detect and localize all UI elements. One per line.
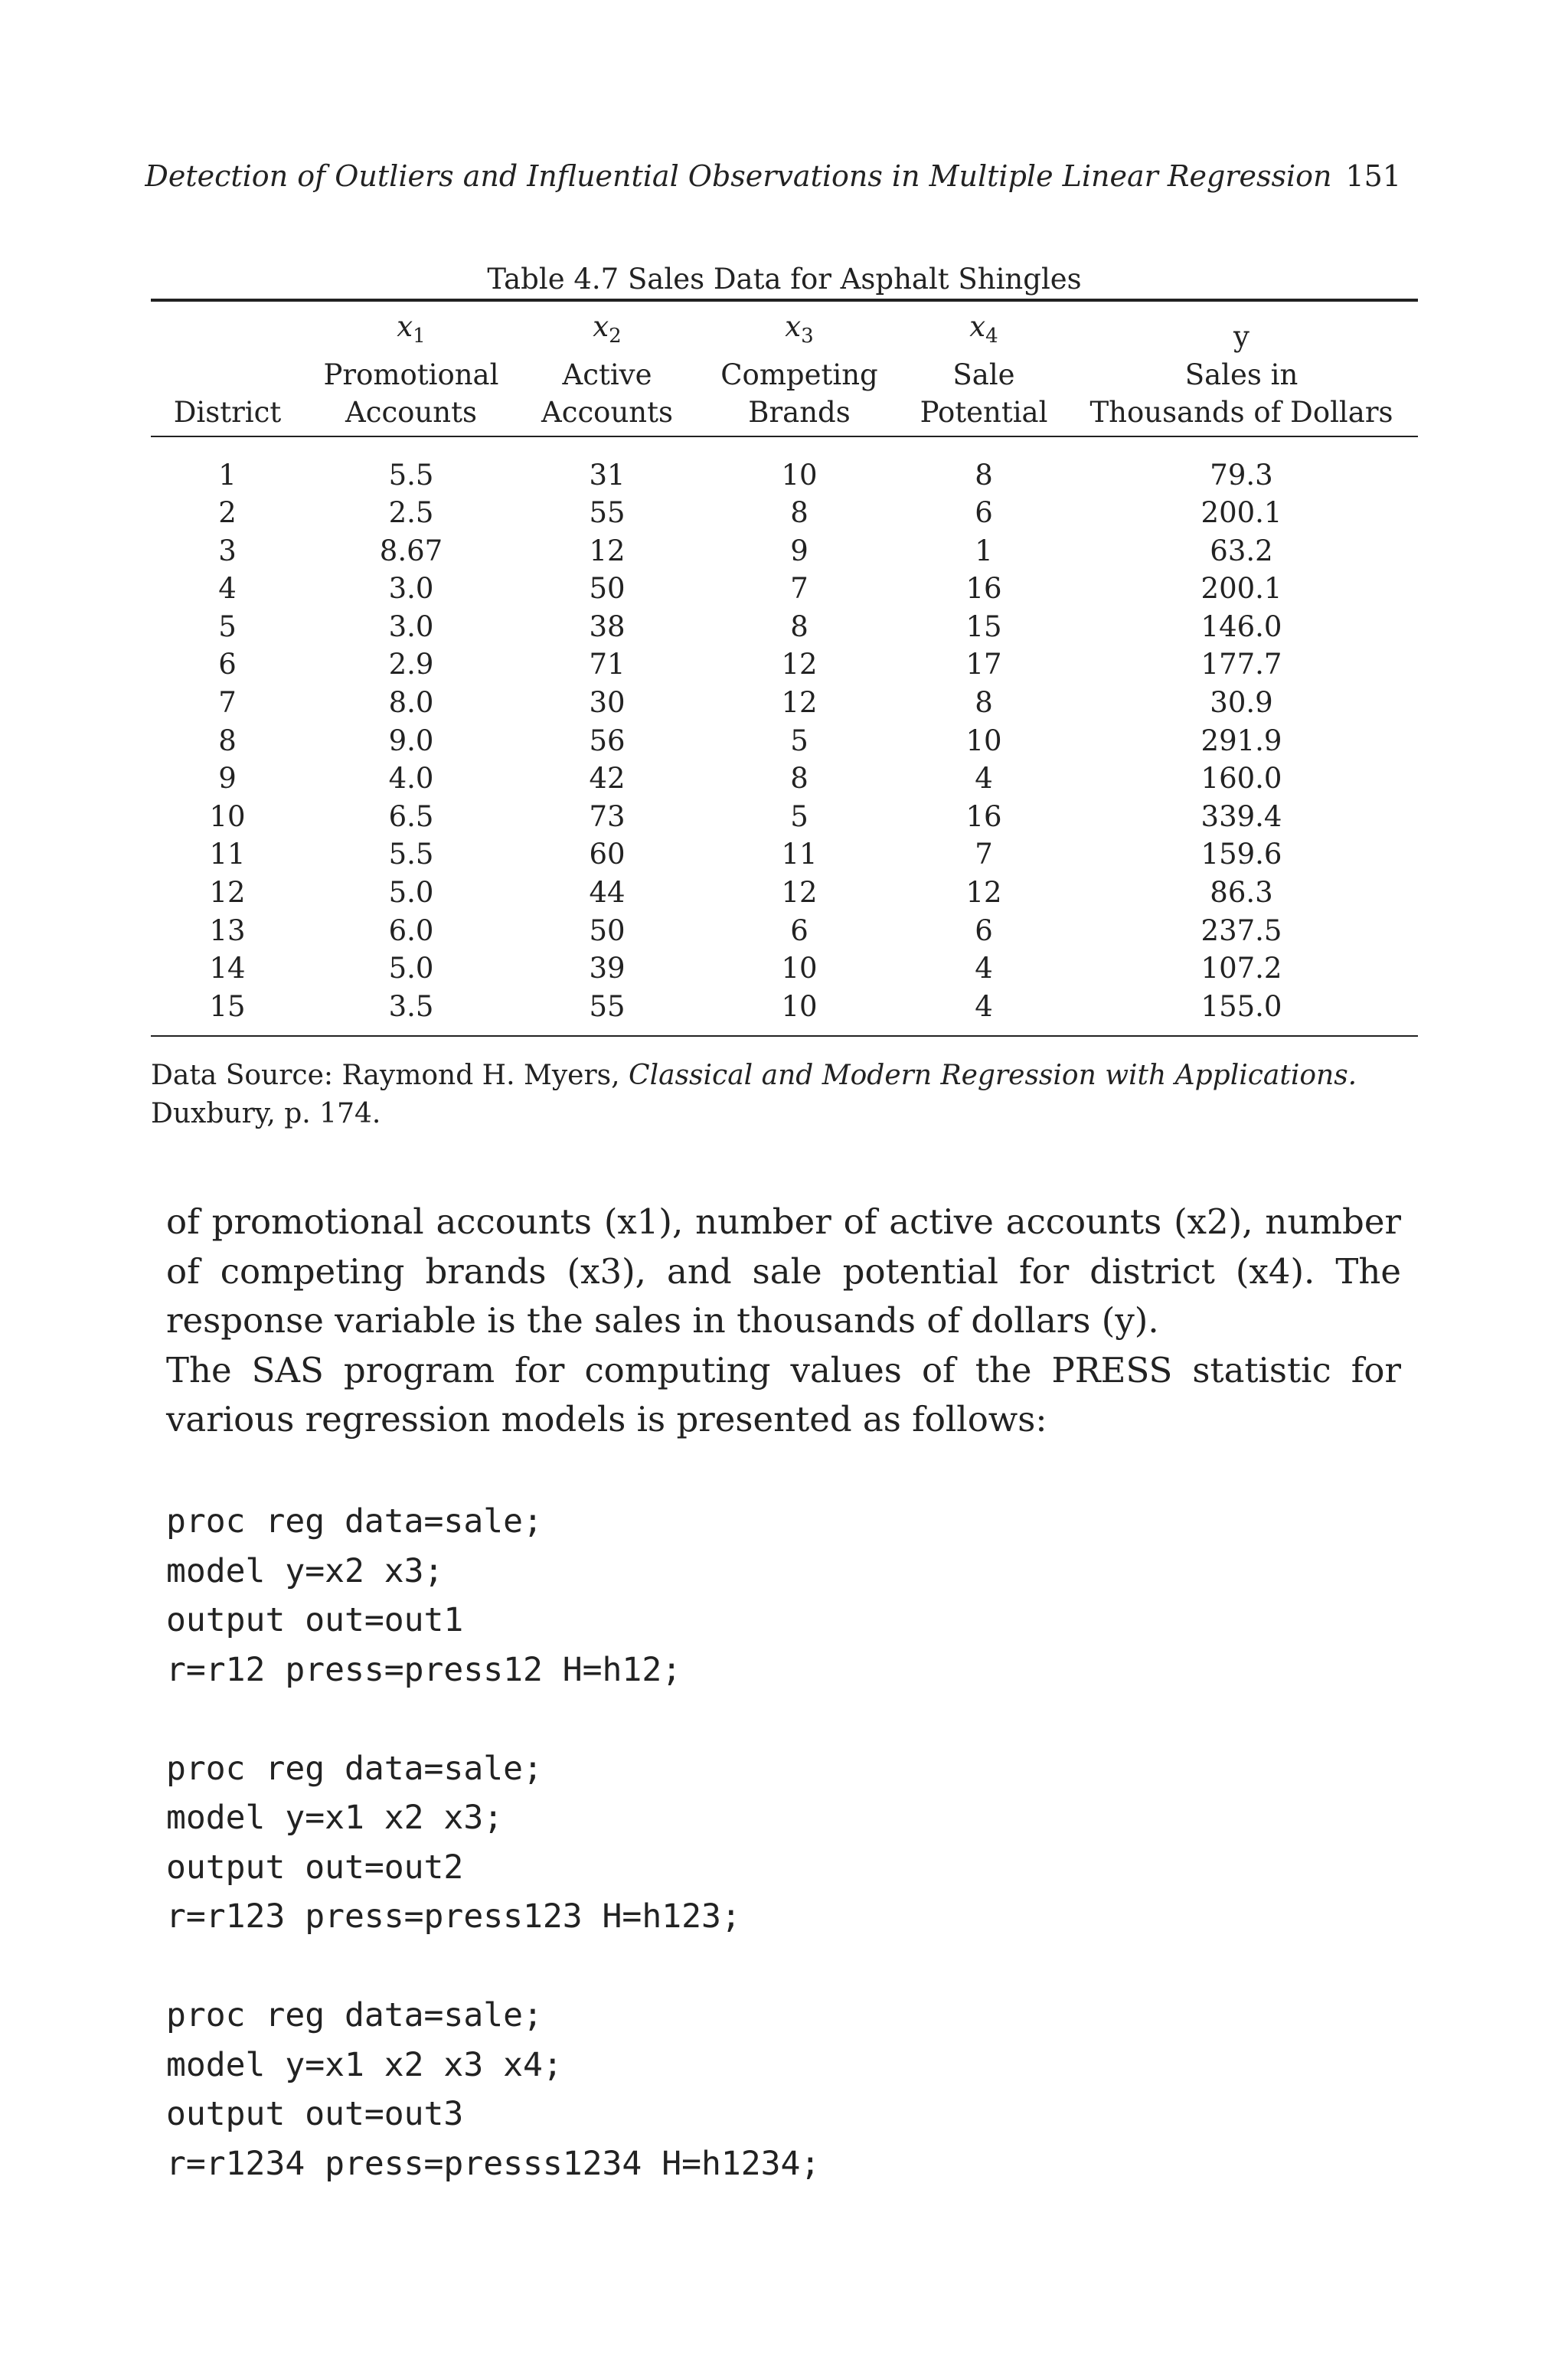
table-row [151,874,1418,912]
table-cell: 30 [589,686,626,720]
table-cell: 13 [209,913,246,947]
source-book-title: Classical and Modern Regression with Applications. [629,1060,1357,1091]
table-cell: 7 [218,686,237,720]
header-label: Promotional [323,358,499,391]
code-line: model y=x1 x2 x3; [166,1799,504,1837]
table-cell: 10 [781,458,818,492]
table-cell: 10 [781,989,818,1023]
table-cell: 11 [209,838,246,871]
table-row [151,456,1418,495]
table-row [151,684,1418,722]
code-line: proc reg data=sale; [166,1749,543,1788]
table-cell: 12 [781,686,818,720]
table-row [151,494,1418,532]
sas-code-block [166,1497,820,2188]
table-cell: 5.0 [388,952,434,985]
table-cell: 6 [975,496,993,530]
header-label: Thousands of Dollars [1089,396,1393,429]
body-text [166,1198,1401,1445]
table-caption: Table 4.7 Sales Data for Asphalt Shingles [487,263,1082,296]
table-cell: 4 [975,989,993,1023]
table-cell: 4 [975,952,993,985]
header-district: District [173,396,282,429]
table-cell: 6 [790,913,808,947]
header-var-x4: $x_4$ [969,310,998,348]
code-line: r=r123 press=press123 H=h123; [166,1897,741,1936]
table-cell: 9 [218,762,237,796]
table-row [151,798,1418,836]
table-cell: 2 [218,496,237,530]
table-cell: 14 [209,952,246,985]
table-row [151,835,1418,874]
table-cell: 8 [790,609,808,643]
table-row [151,570,1418,608]
body-paragraph: The SAS program for computing values of the PRESS statistic for various regression models is presented as follows: [166,1349,1401,1440]
table-cell: 5.0 [388,876,434,910]
table-cell: 159.6 [1200,838,1282,871]
table-row [151,988,1418,1026]
code-line: output out=out2 [166,1848,464,1887]
table-cell: 155.0 [1200,989,1282,1023]
table-cell: 160.0 [1200,762,1282,796]
table-cell: 177.7 [1200,648,1282,681]
table-cell: 50 [589,572,626,606]
table-spacer [151,432,1418,456]
table-cell: 8 [790,496,808,530]
header-cell [151,356,304,394]
table-top-rule [151,299,1418,302]
table-cell: 4 [975,762,993,796]
table-cell: 7 [790,572,808,606]
table-cell: 73 [589,799,626,833]
header-line2-row [151,394,1418,432]
table-cell: 3.0 [388,609,434,643]
table-cell: 8.0 [388,686,434,720]
table-cell: 71 [589,648,626,681]
table-cell: 50 [589,913,626,947]
source-prefix: Data Source: Raymond H. Myers, [151,1060,629,1091]
table-cell: 3 [218,534,237,567]
table-cell: 42 [589,762,626,796]
table-cell: 5 [790,799,808,833]
running-head [0,157,1401,195]
header-label: Competing [720,358,878,391]
table-cell: 44 [589,876,626,910]
table-row [151,722,1418,760]
header-cell [151,308,304,356]
table-cell: 1 [218,458,237,492]
header-var-y: y [1233,320,1250,353]
table-cell: 3.0 [388,572,434,606]
table-cell: 5.5 [388,838,434,871]
table-cell: 6 [218,648,237,681]
header-line1-row [151,356,1418,394]
table-cell: 86.3 [1210,876,1273,910]
table-cell: 12 [209,876,246,910]
code-line: model y=x2 x3; [166,1551,444,1590]
table-cell: 4 [218,572,237,606]
table-cell: 8 [975,686,993,720]
table-cell: 200.1 [1200,496,1282,530]
code-line [166,1694,820,1744]
page-number: 151 [1345,159,1401,193]
table-cell: 339.4 [1200,799,1282,833]
table-cell: 200.1 [1200,572,1282,606]
header-label: Accounts [345,396,477,429]
body-paragraph: of promotional accounts (x1), number of active accounts (x2), number of competing brands (x3), and sale potential for district (x4). The response variable is the sales in thousands of dollars (y). [166,1201,1401,1341]
table-cell: 146.0 [1200,609,1282,643]
table-row [151,645,1418,684]
table-cell: 55 [589,989,626,1023]
table-cell: 8 [975,458,993,492]
table-cell: 6.0 [388,913,434,947]
table-cell: 63.2 [1210,534,1273,567]
running-head-title: Detection of Outliers and Influential Observations in Multiple Linear Regression [145,159,1332,193]
source-suffix: Duxbury, p. 174. [151,1098,381,1129]
table-cell: 15 [209,989,246,1023]
table-row [151,912,1418,950]
header-label: Brands [748,396,851,429]
code-line [166,1942,820,1992]
table-cell: 6 [975,913,993,947]
table-cell: 17 [965,648,1002,681]
table-cell: 16 [965,572,1002,606]
table-cell: 6.5 [388,799,434,833]
table-cell: 60 [589,838,626,871]
table-cell: 7 [975,838,993,871]
table-cell: 56 [589,724,626,757]
variable-symbol-row [151,308,1418,356]
header-var-x3: $x_3$ [785,310,814,348]
code-line: model y=x1 x2 x3 x4; [166,2045,563,2084]
table-cell: 107.2 [1200,952,1282,985]
code-line: output out=out1 [166,1601,464,1639]
table-row [151,608,1418,646]
table-cell: 9 [790,534,808,567]
data-source-note [151,1057,1422,1133]
table-cell: 38 [589,609,626,643]
code-line: proc reg data=sale; [166,1996,543,2034]
table-cell: 8 [218,724,237,757]
table-cell: 12 [965,876,1002,910]
table-cell: 8 [790,762,808,796]
code-line: r=r12 press=press12 H=h12; [166,1650,682,1689]
table-cell: 79.3 [1210,458,1273,492]
table-cell: 4.0 [388,762,434,796]
table-cell: 10 [965,724,1002,757]
table-cell: 30.9 [1210,686,1273,720]
header-label: Sales in [1184,358,1298,391]
table-row [151,949,1418,988]
table-row [151,532,1418,570]
code-line: r=r1234 press=presss1234 H=h1234; [166,2144,821,2183]
code-line: proc reg data=sale; [166,1502,543,1541]
table-cell: 5 [790,724,808,757]
table-cell: 1 [975,534,993,567]
table-cell: 237.5 [1200,913,1282,947]
header-label: Active [562,358,652,391]
table-cell: 11 [781,838,818,871]
table-cell: 3.5 [388,989,434,1023]
header-label: Accounts [541,396,673,429]
header-label: Sale [952,358,1015,391]
table-cell: 2.5 [388,496,434,530]
code-line: output out=out3 [166,2095,464,2133]
table-cell: 12 [589,534,626,567]
table-cell: 291.9 [1200,724,1282,757]
table-cell: 39 [589,952,626,985]
table-cell: 10 [781,952,818,985]
table-cell: 55 [589,496,626,530]
table-cell: 2.9 [388,648,434,681]
header-label: Potential [920,396,1048,429]
sales-data-table [151,308,1418,1025]
table-cell: 12 [781,876,818,910]
table-row [151,760,1418,798]
table-cell: 9.0 [388,724,434,757]
table-cell: 15 [965,609,1002,643]
table-cell: 5.5 [388,458,434,492]
header-var-x2: $x_2$ [593,310,622,348]
header-var-x1: $x_1$ [397,310,426,348]
table-cell: 16 [965,799,1002,833]
table-cell: 12 [781,648,818,681]
table-cell: 5 [218,609,237,643]
table-cell: 31 [589,458,626,492]
table-cell: 10 [209,799,246,833]
table-cell: 8.67 [379,534,443,567]
table-bottom-rule [151,1035,1418,1037]
table-body [151,432,1418,1026]
